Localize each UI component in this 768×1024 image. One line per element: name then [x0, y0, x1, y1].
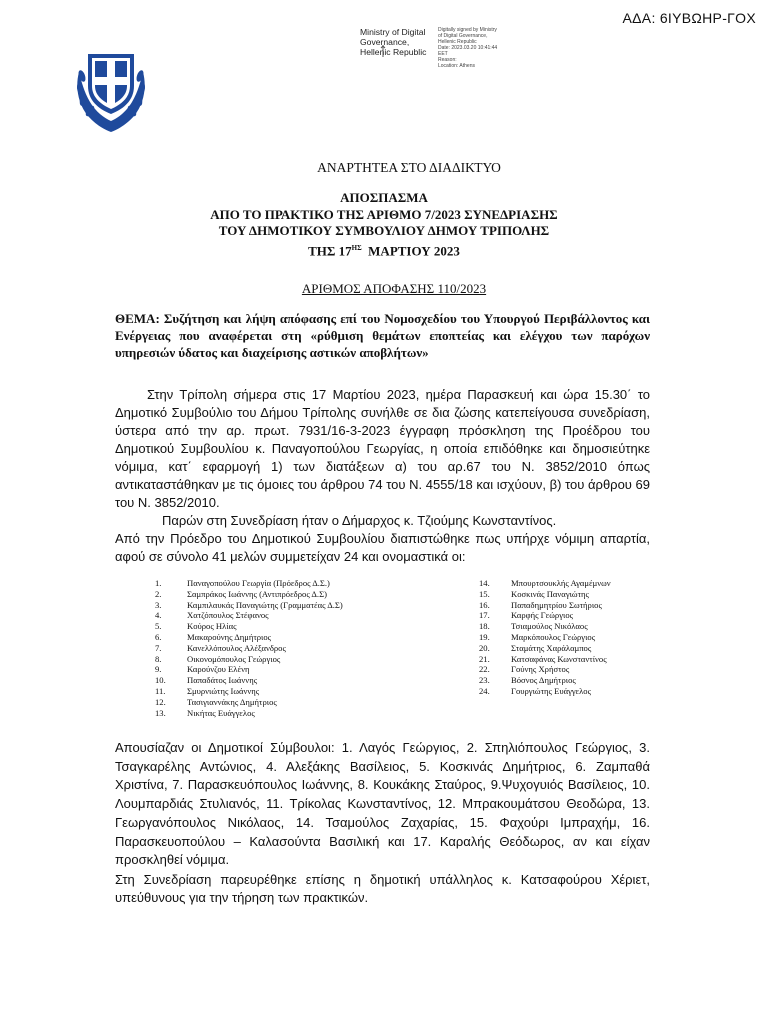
list-item: 6. Μακαρούνης Δημήτριος — [155, 631, 272, 642]
present-members-list-left — [155, 578, 343, 718]
list-item: 1. Παναγοπούλου Γεωργία (Πρόεδρος Δ.Σ.) — [155, 578, 330, 588]
list-item: 22. Γούνης Χρήστος — [479, 664, 570, 675]
intro-paragraph: Στην Τρίπολη σήμερα στις 17 Μαρτίου 2023, ημέρα Παρασκευή και ώρα 15.30΄ το Δημοτικό Συμβούλιο του Δήμου Τρίπολης συνήλθε σε δια ζώσης κατεπείγουσα συνεδρίαση, ύστερα από την αρ. πρωτ. 7931/16-3-2023 έγγραφη πρόσκληση της Προέδρου του Δημοτικού Συμβουλίου κ. Παναγοπούλου Γεωργίας, η οποία επιδόθηκε και δημοσιεύτηκε νόμιμα, κατ΄ εφαρμογή 1) των διατάξεων α) του αρ.67 του Ν. 3852/2010 όπως αντικαταστάθηκαν με τις όμοιες του άρθρου 74 του Ν. 4555/18 και ισχύουν, β) του άρθρου 69 του Ν. 3852/2010. — [115, 387, 650, 510]
list-item: 4. Χατζόπουλος Στέφανος — [155, 610, 269, 621]
list-item: 5. Κούρος Ηλίας — [155, 621, 237, 632]
list-item: 13. Νικήτας Ευάγγελος — [155, 707, 255, 718]
list-item: 9. Καρούνζου Ελένη — [155, 664, 250, 675]
session-intro — [115, 386, 650, 566]
quorum-statement: Από την Πρόεδρο του Δημοτικού Συμβουλίου διαπιστώθηκε πως υπήρχε νόμιμη απαρτία, αφού σε σύνολο 41 μελών συμμετείχαν 24 και ονομαστικά οι: — [115, 531, 650, 564]
list-item: 3. Καμπιλαυκάς Παναγιώτης (Γραμματέας Δ.Σ) — [155, 599, 343, 610]
ada-code: ΑΔΑ: 6ΙΥΒΩΗΡ-ΓΟΧ — [622, 10, 756, 26]
signature-mark-icon — [378, 44, 388, 58]
present-members-list-right — [479, 578, 611, 697]
list-item: 11. Σμυρνιώτης Ιωάννης — [155, 685, 260, 696]
document-heading — [0, 190, 768, 259]
list-item: 18. Τσιαμούλος Νικόλαος — [479, 621, 588, 632]
attendance-paragraph: Στη Συνεδρίαση παρευρέθηκε επίσης η δημοτική υπάλληλος κ. Κατσαφούρου Χέριετ, υπεύθυνους για την τήρηση των πρακτικών. — [115, 872, 650, 905]
list-item: 24. Γουργιώτης Ευάγγελος — [479, 685, 592, 696]
list-item: 20. Σταμάτης Χαράλαμπος — [479, 642, 592, 653]
list-item: 17. Καρφής Γεώργιος — [479, 610, 574, 621]
list-item: 8. Οικονομόπουλος Γεώργιος — [155, 653, 281, 664]
list-item: 12. Τασιγιαννάκης Δημήτριος — [155, 696, 277, 707]
list-item: 2. Σαμπράκος Ιωάννης (Αντιπρόεδρος Δ.Σ) — [155, 588, 327, 599]
heading-date: ΤΗΣ $17^{H\Sigma}$ ΜΑΡΤΙΟΥ 2023 — [308, 242, 460, 258]
list-item: 16. Παπαδημητρίου Σωτήριος — [479, 599, 602, 610]
heading-council: ΤΟΥ ΔΗΜΟΤΙΚΟΥ ΣΥΜΒΟΥΛΙΟΥ ΔΗΜΟΥ ΤΡΙΠΟΛΗΣ — [218, 223, 550, 238]
list-item: 15. Κοσκινάς Παναγιώτης — [479, 588, 589, 599]
decision-number: ΑΡΙΘΜΟΣ ΑΠΟΦΑΣΗΣ 110/2023 — [301, 281, 487, 296]
list-item: 19. Μαρκόπουλος Γεώργιος — [479, 631, 596, 642]
list-item: 23. Βόσνος Δημήτριος — [479, 675, 576, 686]
decision-subject: ΘΕΜΑ: Συζήτηση και λήψη απόφασης επί του Νομοσχεδίου του Υπουργού Περιβάλλοντος και Ενέργειας που αναφέρεται στη «ρύθμιση θεμάτων εποπτείας και ελέγχου των παρόχων υπηρεσιών ύδατος και διαχείρισης αστικών αποβλήτων» — [115, 311, 650, 360]
signature-signer: Ministry of Digital Governance, Hellenic Republic — [360, 27, 427, 57]
hellenic-republic-emblem — [70, 42, 152, 134]
list-item: 14. Μπουρτσουκλής Αγαμέμνων — [479, 578, 611, 588]
mayor-presence: Παρών στη Συνεδρίαση ήταν ο Δήμαρχος κ. Τζιούμης Κωνσταντίνος. — [162, 513, 557, 528]
list-item: 7. Κανελλόπουλος Αλέξανδρος — [155, 642, 286, 653]
heading-minutes: ΑΠΟ ΤΟ ΠΡΑΚΤΙΚΟ ΤΗΣ ΑΡΙΘΜΟ 7/2023 ΣΥΝΕΔΡΙΑΣΗΣ — [210, 206, 558, 222]
digital-signature-stamp — [358, 22, 528, 72]
heading-excerpt: ΑΠΟΣΠΑΣΜΑ — [340, 190, 428, 205]
signature-details: Digitally signed by Ministry of Digital Governance, Hellenic Republic Date: 2023.03.20 10:41:44 EET Reason: Location: Athens — [438, 27, 498, 69]
absent-members-paragraph: Απουσίαζαν οι Δημοτικοί Σύμβουλοι: 1. Λαγός Γεώργιος, 2. Σπηλιόπουλος Γεώργιος, 3. Τσαγκαρέλης Αντώνιος, 4. Αλεξάκης Βασίλειος, 5. Κοσκινάς Δημήτριος, 6. Ζαμπαθά Χριστίνα, 7. Παρασκευόπουλος Ιωάννης, 8. Κουκάκης Σταύρος, 9.Ψυχογυιός Βασίλειος, 10. Λουμπαρδιάς Στυλιανός, 11. Τρίκολας Κωνσταντίνος, 12. Μπρακουμάτσου Θεοδώρα, 13. Γεωργανόπουλος Νικόλαος, 14. Τσαμούλος Ζαχαρίας, 15. Φαχούρι Ιμπραχήμ, 16. Παρασκευοπούλου – Καλασούντα Βασιλική και 17. Καραλής Θεόδωρος, αν και είχαν προσκληθεί νόμιμα. — [115, 740, 650, 868]
list-item: 10. Παπαδάτος Ιωάννης — [155, 675, 258, 686]
list-item: 21. Κατσαφάνας Κωνσταντίνος — [479, 653, 607, 664]
publish-online-notice: ΑΝΑΡΤΗΤΕΑ ΣΤΟ ΔΙΑΔΙΚΤΥΟ — [317, 160, 501, 175]
